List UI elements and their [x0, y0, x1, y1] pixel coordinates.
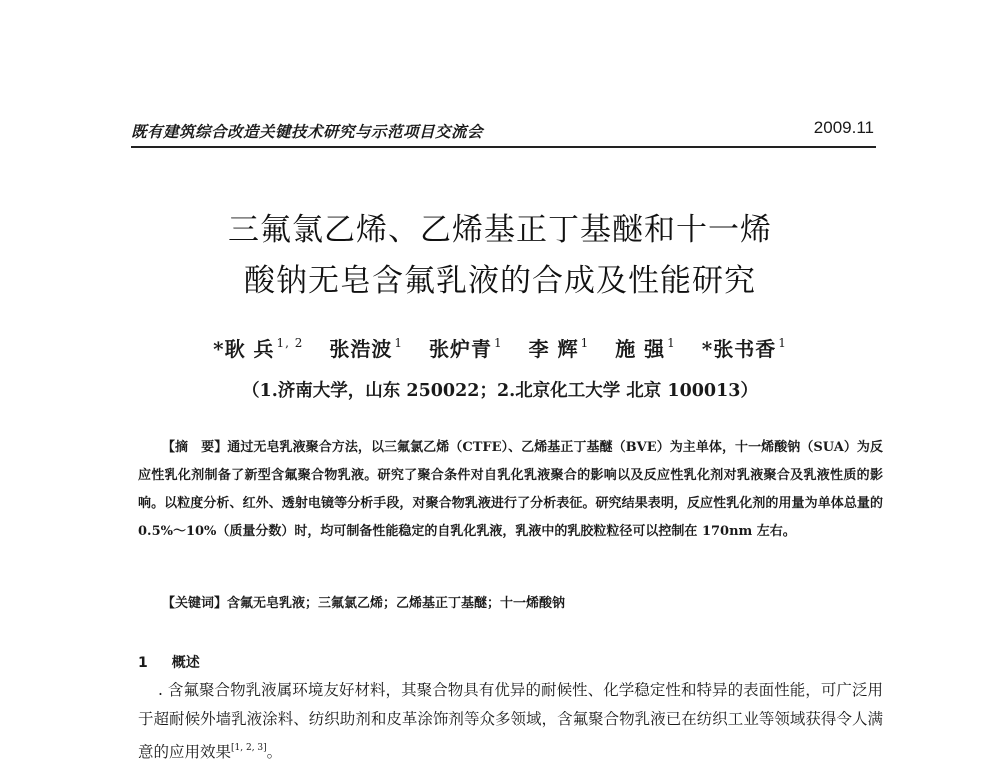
paper-title-line-1: 三氟氯乙烯、乙烯基正丁基醚和十一烯 [228, 212, 772, 248]
body-text: . 含氟聚合物乳液属环境友好材料，其聚合物具有优异的耐候性、化学稳定性和特异的表面性能，可广泛用于超耐候外墙乳液涂料、纺织助剂和皮革涂饰剂等众多领域，含氟聚合物乳液已在纺织工业等领域获得令人满意的应用效果 [138, 681, 883, 761]
issue-date: 2009.11 [813, 118, 874, 137]
affiliation: （1.济南大学，山东 250022；2.北京化工大学 北京 100013） [242, 381, 758, 401]
author: 李 辉 $^1$ [528, 336, 590, 361]
body-text-end: 。 [266, 743, 283, 761]
abstract-label: 【摘 要】 [162, 440, 228, 455]
conference-name: 既有建筑综合改造关键技术研究与示范项目交流会 [131, 122, 484, 141]
keywords-text: 含氟无皂乳液；三氟氯乙烯；乙烯基正丁基醚；十一烯酸钠 [227, 596, 566, 611]
body-paragraph [138, 676, 883, 767]
abstract-text: 通过无皂乳液聚合方法，以三氟氯乙烯（CTFE）、乙烯基正丁基醚（BVE）为主单体，十一烯酸钠（SUA）为反应性乳化剂制备了新型含氟聚合物乳液。研究了聚合条件对自乳化乳液聚合的影响以及反应性乳化剂对乳液聚合及乳液性质的影响。以粒度分析、红外、透射电镜等分析手段，对聚合物乳液进行了分析表征。研究结果表明，反应性乳化剂的用量为单体总量的 0.5%～10%（质量分数）时，均可制备性能稳定的自乳化乳液，乳液中的乳胶粒粒径可以控制在 170nm 左右。 [138, 440, 883, 539]
section-title: 概述 [171, 655, 200, 671]
abstract [138, 434, 883, 546]
section-heading [138, 652, 200, 672]
author: 张浩波 $^1$ [329, 336, 404, 361]
paper-title-line-2: 酸钠无皂含氟乳液的合成及性能研究 [244, 263, 756, 299]
citation: [1, 2, 3] [231, 743, 267, 753]
section-number: 1 [138, 655, 148, 671]
author-list [0, 333, 1000, 362]
running-header [131, 118, 876, 148]
keywords-label: 【关键词】 [162, 596, 228, 611]
author: 施 强 $^1$ [615, 336, 676, 361]
author: 张炉青 $^1$ [429, 336, 503, 361]
author: *张书香 $^1$ [701, 336, 787, 361]
keywords [162, 592, 565, 611]
author: *耿 兵 $^{1, 2}$ [213, 336, 304, 361]
